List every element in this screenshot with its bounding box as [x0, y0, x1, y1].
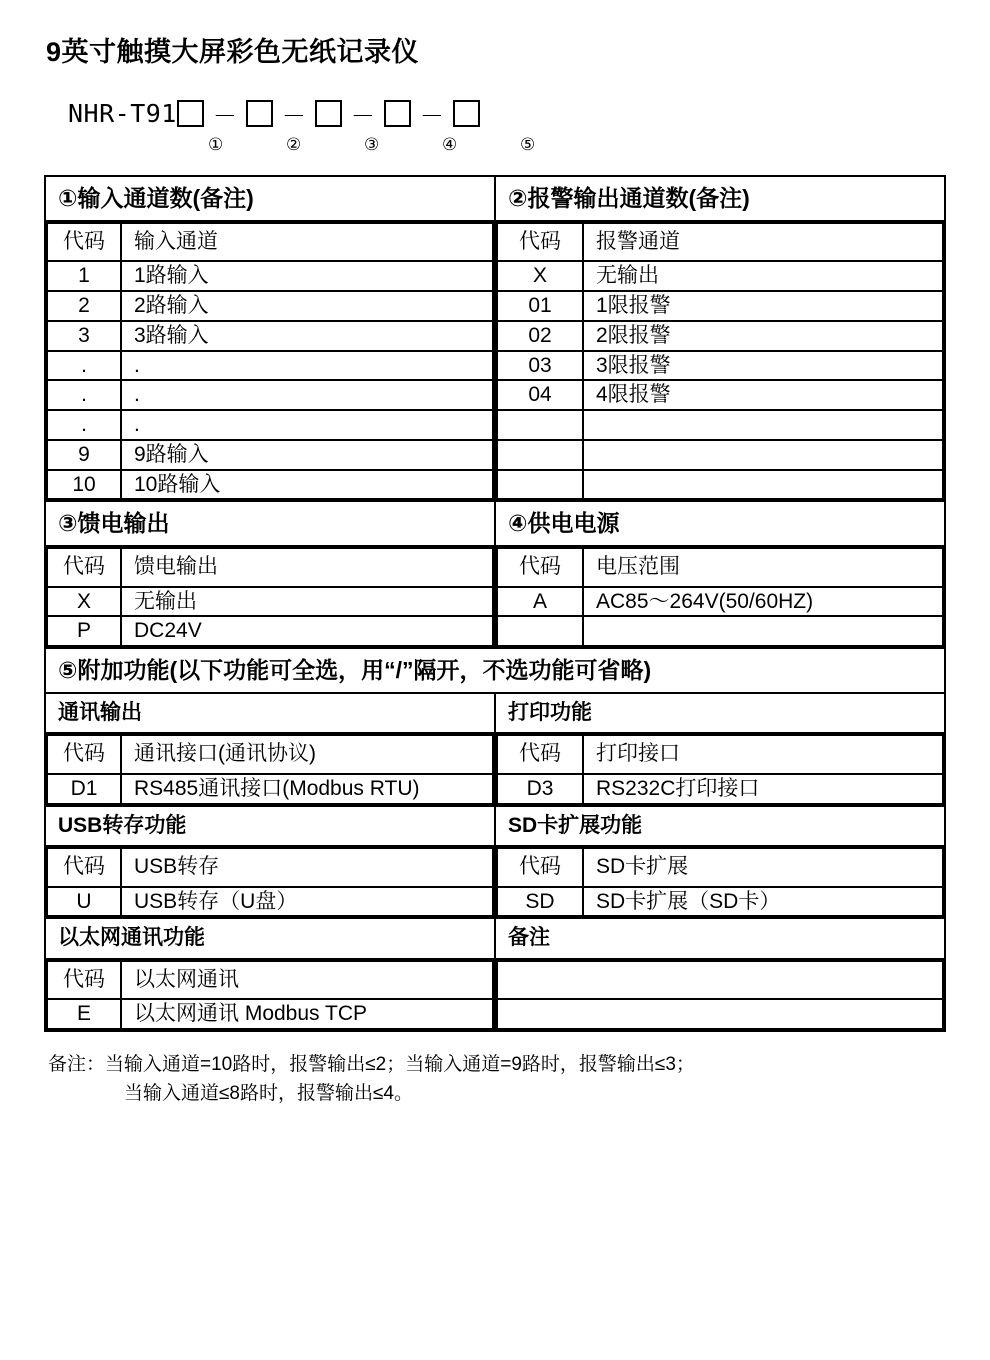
block2-list [46, 847, 494, 917]
model-marker-1: ① [208, 135, 224, 154]
model-box-1 [177, 100, 204, 127]
block3-list [496, 847, 944, 917]
section2-row3-code: 03 [497, 351, 583, 381]
block3-col-code: 代码 [497, 848, 583, 887]
table-row [497, 887, 943, 917]
table-row [497, 735, 943, 774]
table-row [497, 774, 943, 804]
block2-title-cell [45, 806, 495, 846]
section1-row2-desc: 3路输入 [121, 321, 493, 351]
table-row [497, 587, 943, 617]
block0-row0-code: D1 [47, 774, 121, 804]
block5-body-cell [495, 959, 945, 1031]
block4-body-cell [45, 959, 495, 1031]
block3-body-cell [495, 846, 945, 918]
section1-row5-desc: . [121, 410, 493, 440]
table-row [45, 693, 945, 733]
section4-body-cell [495, 546, 945, 648]
section3-row0-desc: 无输出 [121, 587, 493, 617]
section3-header-cell [45, 501, 495, 546]
table-row [497, 410, 943, 440]
block0-title: 通讯输出 [58, 700, 142, 724]
table-row [47, 848, 493, 887]
section1-row6-code: 9 [47, 440, 121, 470]
table-row [45, 806, 945, 846]
footnote-line2: 当输入通道≤8路时，报警输出≤4。 [124, 1083, 413, 1105]
model-marker-4: ④ [442, 135, 458, 154]
table-row [47, 410, 493, 440]
model-code-area [44, 93, 946, 171]
section2-header-cell [495, 176, 945, 221]
table-row [47, 616, 493, 646]
table-row [47, 380, 493, 410]
block4-list [46, 960, 494, 1030]
table-row [497, 291, 943, 321]
table-row [45, 648, 945, 693]
block1-body-cell [495, 733, 945, 805]
section3-header: ③馈电输出 [58, 510, 170, 537]
block2-body-cell [45, 846, 495, 918]
section1-body-cell [45, 221, 495, 501]
section2-row4-code: 04 [497, 380, 583, 410]
table-row [497, 223, 943, 262]
block2-col-desc: USB转存 [121, 848, 493, 887]
block1-col-desc: 打印接口 [583, 735, 943, 774]
section2-body-cell [495, 221, 945, 501]
section4-row0-desc: AC85～264V(50/60HZ) [583, 587, 943, 617]
footnote [44, 1050, 946, 1109]
table-row [45, 959, 945, 1031]
model-code-row [68, 93, 946, 133]
section2-row1-desc: 1限报警 [583, 291, 943, 321]
table-row [47, 470, 493, 500]
block0-col-desc: 通讯接口(通讯协议) [121, 735, 493, 774]
model-box-4 [384, 100, 411, 127]
table-row [497, 380, 943, 410]
section1-row7-code: 10 [47, 470, 121, 500]
section1-row7-desc: 10路输入 [121, 470, 493, 500]
block4-title-cell [45, 918, 495, 958]
table-row [47, 961, 493, 1000]
model-box-2 [246, 100, 273, 127]
block5-title: 备注 [508, 926, 550, 950]
section2-row2-code: 02 [497, 321, 583, 351]
table-row [497, 548, 943, 587]
section1-row1-desc: 2路输入 [121, 291, 493, 321]
section1-row5-code: . [47, 410, 121, 440]
section1-header-cell [45, 176, 495, 221]
block0-title-cell [45, 693, 495, 733]
section4-header-cell [495, 501, 945, 546]
section1-col-desc: 输入通道 [121, 223, 493, 262]
table-row [497, 848, 943, 887]
section4-list [496, 547, 944, 647]
table-row [47, 548, 493, 587]
table-row [497, 470, 943, 500]
section1-row1-code: 2 [47, 291, 121, 321]
block3-col-desc: SD卡扩展 [583, 848, 943, 887]
table-row [47, 774, 493, 804]
section4-row0-code: A [497, 587, 583, 617]
table-row [47, 351, 493, 381]
table-row [47, 440, 493, 470]
table-row [497, 261, 943, 291]
block4-title: 以太网通讯功能 [58, 926, 205, 950]
section3-row1-desc: DC24V [121, 616, 493, 646]
model-dash-2: － [281, 101, 306, 130]
block0-list [46, 734, 494, 804]
model-box-3 [315, 100, 342, 127]
section1-row4-code: . [47, 380, 121, 410]
table-row [45, 176, 945, 221]
section2-list [496, 222, 944, 500]
model-marker-row [68, 135, 946, 161]
footnote-line1: 当输入通道=10路时，报警输出≤2；当输入通道=9路时，报警输出≤3； [105, 1053, 695, 1075]
spec-table [44, 175, 946, 1032]
section1-row2-code: 3 [47, 321, 121, 351]
section3-body-cell [45, 546, 495, 648]
section1-header: ①输入通道数(备注) [58, 185, 254, 211]
model-prefix: NHR-T91 [68, 98, 177, 128]
table-row [47, 587, 493, 617]
section2-row3-desc: 3限报警 [583, 351, 943, 381]
model-box-5 [453, 100, 480, 127]
section2-row4-desc: 4限报警 [583, 380, 943, 410]
block1-title: 打印功能 [508, 700, 592, 724]
model-dash-3: － [350, 101, 375, 130]
block3-row0-code: SD [497, 887, 583, 917]
section3-list [46, 547, 494, 647]
section1-row3-desc: . [121, 351, 493, 381]
section1-row6-desc: 9路输入 [121, 440, 493, 470]
table-row [47, 999, 493, 1029]
block2-title: USB转存功能 [58, 813, 187, 837]
table-row [45, 501, 945, 546]
table-row [45, 221, 945, 501]
section1-row3-code: . [47, 351, 121, 381]
block1-row0-code: D3 [497, 774, 583, 804]
block4-col-desc: 以太网通讯 [121, 961, 493, 1000]
section2-row0-desc: 无输出 [583, 261, 943, 291]
section3-row1-code: P [47, 616, 121, 646]
block0-body-cell [45, 733, 495, 805]
model-marker-3: ③ [364, 135, 380, 154]
table-row [47, 321, 493, 351]
block1-col-code: 代码 [497, 735, 583, 774]
section3-col-desc: 馈电输出 [121, 548, 493, 587]
block5-title-cell [495, 918, 945, 958]
table-row [497, 351, 943, 381]
block2-row0-code: U [47, 887, 121, 917]
table-row [47, 261, 493, 291]
section4-header: ④供电电源 [508, 510, 620, 537]
block2-row0-desc: USB转存（U盘） [121, 887, 493, 917]
table-row [497, 440, 943, 470]
table-row [47, 291, 493, 321]
block3-row0-desc: SD卡扩展（SD卡） [583, 887, 943, 917]
table-row [45, 918, 945, 958]
section1-row0-desc: 1路输入 [121, 261, 493, 291]
table-row [45, 733, 945, 805]
section1-list [46, 222, 494, 500]
block0-col-code: 代码 [47, 735, 121, 774]
section2-col-desc: 报警通道 [583, 223, 943, 262]
table-row [45, 546, 945, 648]
table-row [47, 887, 493, 917]
section2-row1-code: 01 [497, 291, 583, 321]
block1-title-cell [495, 693, 945, 733]
block4-col-code: 代码 [47, 961, 121, 1000]
section2-col-code: 代码 [497, 223, 583, 262]
section3-col-code: 代码 [47, 548, 121, 587]
section3-row0-code: X [47, 587, 121, 617]
block3-title-cell [495, 806, 945, 846]
table-row [497, 961, 943, 1000]
section2-row0-code: X [497, 261, 583, 291]
block2-col-code: 代码 [47, 848, 121, 887]
section1-row0-code: 1 [47, 261, 121, 291]
block0-row0-desc: RS485通讯接口(Modbus RTU) [121, 774, 493, 804]
block1-list [496, 734, 944, 804]
section1-row4-desc: . [121, 380, 493, 410]
section4-col-desc: 电压范围 [583, 548, 943, 587]
table-row [497, 616, 943, 646]
section2-row2-desc: 2限报警 [583, 321, 943, 351]
block4-row0-code: E [47, 999, 121, 1029]
table-row [497, 321, 943, 351]
section5-header: ⑤附加功能(以下功能可全选，用“/”隔开，不选功能可省略) [58, 657, 652, 684]
section5-header-cell [45, 648, 945, 693]
table-row [497, 999, 943, 1029]
section2-header: ②报警输出通道数(备注) [508, 185, 750, 211]
section1-col-code: 代码 [47, 223, 121, 262]
page-title: 9英寸触摸大屏彩色无纸记录仪 [46, 37, 420, 67]
block4-row0-desc: 以太网通讯 Modbus TCP [121, 999, 493, 1029]
model-marker-2: ② [286, 135, 302, 154]
model-dash-4: － [419, 101, 444, 130]
table-row [45, 846, 945, 918]
table-row [47, 735, 493, 774]
block1-row0-desc: RS232C打印接口 [583, 774, 943, 804]
model-marker-5: ⑤ [520, 135, 536, 154]
table-row [47, 223, 493, 262]
section4-col-code: 代码 [497, 548, 583, 587]
model-dash-1: － [212, 101, 237, 130]
block3-title: SD卡扩展功能 [508, 813, 643, 837]
footnote-label: 备注： [48, 1053, 106, 1075]
block5-list [496, 960, 944, 1030]
